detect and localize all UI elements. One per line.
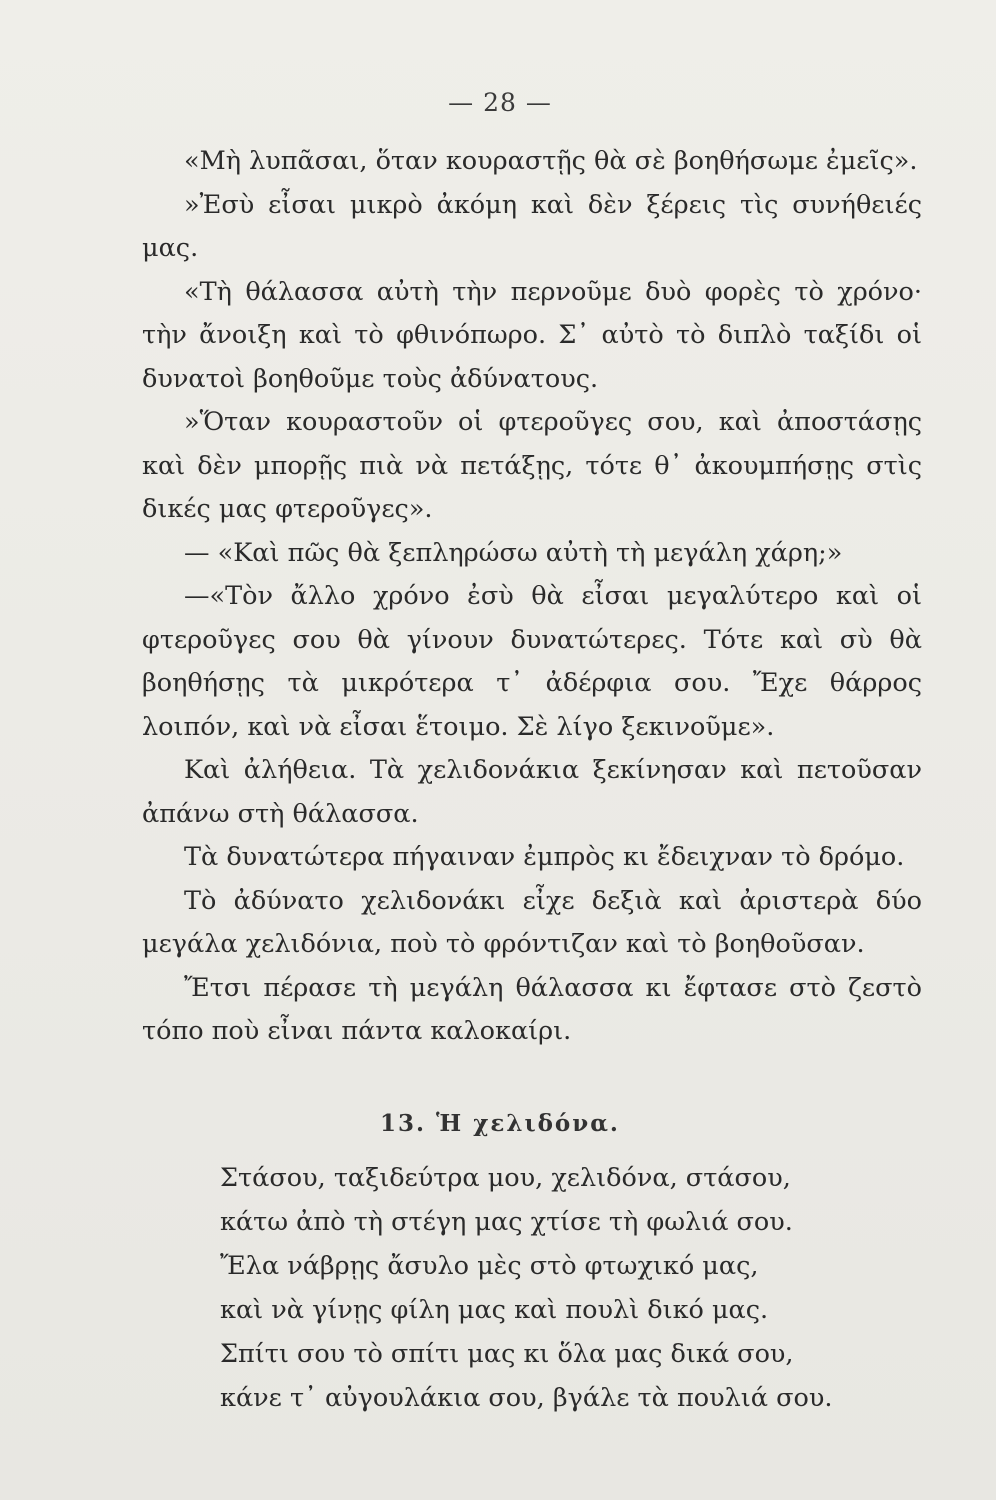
poem	[220, 1156, 920, 1420]
paragraph: — «Καὶ πῶς θὰ ξεπληρώσω αὐτὴ τὴ μεγάλη χάρη;»	[184, 537, 843, 568]
poem-line: κάνε τ᾿ αὐγουλάκια σου, βγάλε τὰ πουλιά σου.	[220, 1383, 833, 1413]
paragraph: Καὶ ἀλήθεια. Τὰ χελιδονάκια ξεκίνησαν καὶ πετοῦσαν ἀπάνω στὴ θάλασσα.	[142, 755, 922, 829]
paragraph: »Ὅταν κουραστοῦν οἱ φτεροῦγες σου, καὶ ἀποστάσῃς καὶ δὲν μπορῇς πιὰ νὰ πετάξῃς, τότε θ᾿ ἀκουμπήσῃς στὶς δικές μας φτεροῦγες».	[142, 407, 922, 524]
poem-line: Στάσου, ταξιδεύτρα μου, χελιδόνα, στάσου,	[220, 1163, 791, 1193]
paragraph: Τὸ ἀδύνατο χελιδονάκι εἶχε δεξιὰ καὶ ἀριστερὰ δύο μεγάλα χελιδόνια, ποὺ τὸ φρόντιζαν καὶ τὸ βοηθοῦσαν.	[142, 885, 922, 959]
paragraph: Ἔτσι πέρασε τὴ μεγάλη θάλασσα κι ἔφτασε στὸ ζεστὸ τόπο ποὺ εἶναι πάντα καλοκαίρι.	[142, 972, 922, 1046]
paragraph: Τὰ δυνατώτερα πήγαιναν ἐμπρὸς κι ἔδειχναν τὸ δρόμο.	[184, 842, 905, 872]
paragraph: «Μὴ λυπᾶσαι, ὅταν κουραστῇς θὰ σὲ βοηθήσωμε ἐμεῖς».	[184, 146, 918, 176]
paragraph: —«Τὸν ἄλλο χρόνο ἐσὺ θὰ εἶσαι μεγαλύτερο καὶ οἱ φτεροῦγες σου θὰ γίνουν δυνατώτερες. Τότε καὶ σὺ θὰ βοηθήσῃς τὰ μικρότερα τ᾿ ἀδέρφια σου. Ἔχε θάρρος λοιπόν, καὶ νὰ εἶσαι ἕτοιμο. Σὲ λίγο ξεκινοῦμε».	[142, 581, 922, 742]
poem-line: Σπίτι σου τὸ σπίτι μας κι ὅλα μας δικά σου,	[220, 1339, 794, 1369]
section-heading: 13. Ἡ χελιδόνα.	[380, 1110, 620, 1137]
poem-line: Ἔλα νάβρῃς ἄσυλο μὲς στὸ φτωχικό μας,	[220, 1251, 759, 1281]
paragraph: »Ἐσὺ εἶσαι μικρὸ ἀκόμη καὶ δὲν ξέρεις τὶς συνήθειές μας.	[142, 189, 922, 263]
page-number: — 28 —	[448, 88, 552, 117]
poem-line: κάτω ἀπὸ τὴ στέγη μας χτίσε τὴ φωλιά σου.	[220, 1207, 793, 1237]
paragraph: «Τὴ θάλασσα αὐτὴ τὴν περνοῦμε δυὸ φορὲς τὸ χρόνο· τὴν ἄνοιξη καὶ τὸ φθινόπωρο. Σ᾿ αὐτὸ τὸ διπλὸ ταξίδι οἱ δυνατοὶ βοηθοῦμε τοὺς ἀδύνατους.	[142, 276, 922, 394]
prose-body	[142, 140, 922, 1054]
poem-line: καὶ νὰ γίνῃς φίλη μας καὶ πουλὶ δικό μας.	[220, 1295, 769, 1325]
